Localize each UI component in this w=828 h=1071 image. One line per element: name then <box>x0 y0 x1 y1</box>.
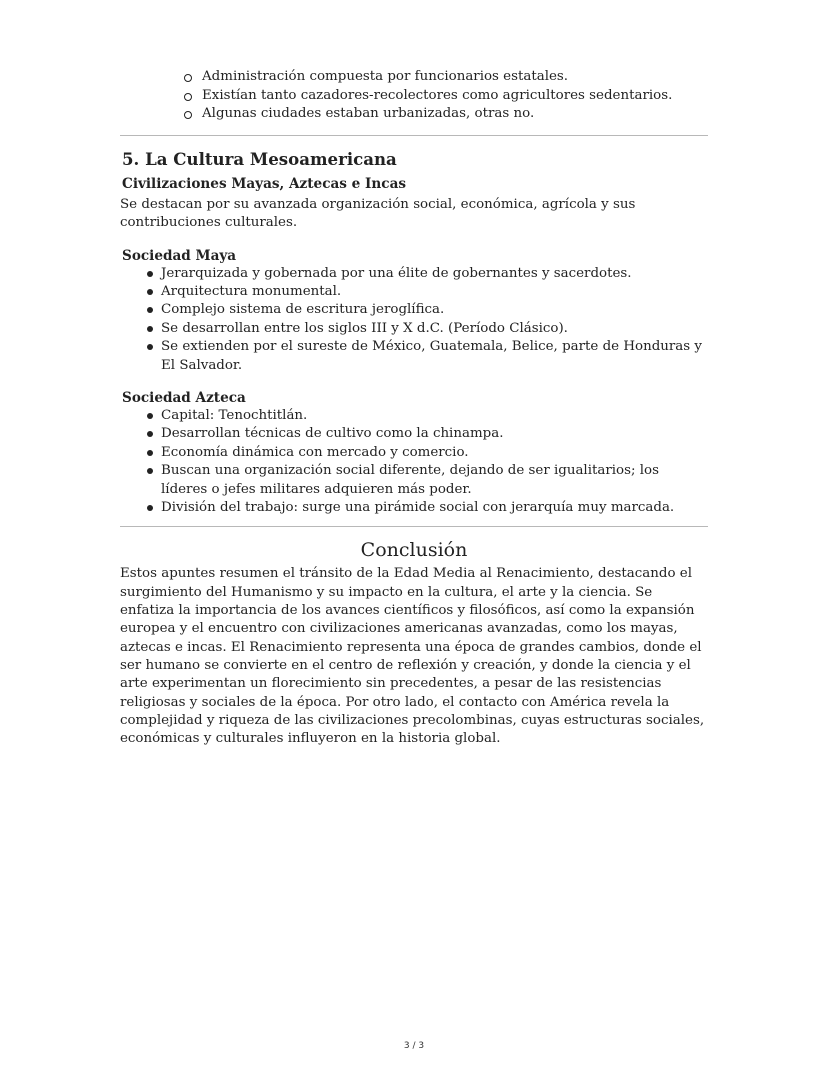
azteca-title: Sociedad Azteca <box>122 390 246 407</box>
section-intro: Se destacan por su avanzada organización social, económica, agrícola y sus contribuciones culturales. <box>120 196 636 231</box>
list-item: Complejo sistema de escritura jeroglífica. <box>120 301 708 319</box>
list-item: Buscan una organización social diferente, dejando de ser igualitarios; los líderes o jefes militares adquieren más poder. <box>120 462 708 499</box>
list-item: Desarrollan técnicas de cultivo como la chinampa. <box>120 425 708 443</box>
divider <box>120 135 708 136</box>
section-subtitle: Civilizaciones Mayas, Aztecas e Incas <box>122 175 407 192</box>
conclusion-text: Estos apuntes resumen el tránsito de la Edad Media al Renacimiento, destacando el surgimiento del Humanismo y su impacto en la cultura, el arte y la ciencia. Se enfatiza la importancia de los avances científicos y filosóficos, así como la expansión europea y el encuentro con civilizaciones americanas avanzadas, como los mayas, aztecas e incas. El Renacimiento representa una época de grandes cambios, donde el ser humano se convierte en el centro de reflexión y creación, y donde la ciencia y el arte experimentan un florecimiento sin precedentes, a pesar de las resistencias religiosas y sociales de la época. Por otro lado, el contacto con América revela la complejidad y riqueza de las civilizaciones precolombinas, cuyas estructuras sociales, económicas y culturales influyeron en la historia global. <box>120 566 705 747</box>
list-item: Jerarquizada y gobernada por una élite de gobernantes y sacerdotes. <box>120 265 708 283</box>
list-item: Economía dinámica con mercado y comercio. <box>120 444 708 462</box>
maya-title: Sociedad Maya <box>122 247 237 264</box>
list-item: Se extienden por el sureste de México, Guatemala, Belice, parte de Honduras y El Salvador. <box>120 338 708 375</box>
page-number: 3 / 3 <box>403 1041 425 1051</box>
list-item: Algunas ciudades estaban urbanizadas, otras no. <box>120 105 708 124</box>
list-item: Existían tanto cazadores-recolectores como agricultores sedentarios. <box>120 87 708 106</box>
maya-list <box>120 265 708 375</box>
document-page <box>120 68 708 748</box>
top-sublist <box>120 68 708 124</box>
list-item: Administración compuesta por funcionarios estatales. <box>120 68 708 87</box>
divider <box>120 526 708 527</box>
list-item: Arquitectura monumental. <box>120 283 708 301</box>
section-title: 5. La Cultura Mesoamericana <box>122 148 397 169</box>
list-item: Se desarrollan entre los siglos III y X d.C. (Período Clásico). <box>120 320 708 338</box>
list-item: División del trabajo: surge una pirámide social con jerarquía muy marcada. <box>120 499 708 517</box>
conclusion-title: Conclusión <box>360 539 468 562</box>
azteca-list <box>120 407 708 517</box>
list-item: Capital: Tenochtitlán. <box>120 407 708 425</box>
